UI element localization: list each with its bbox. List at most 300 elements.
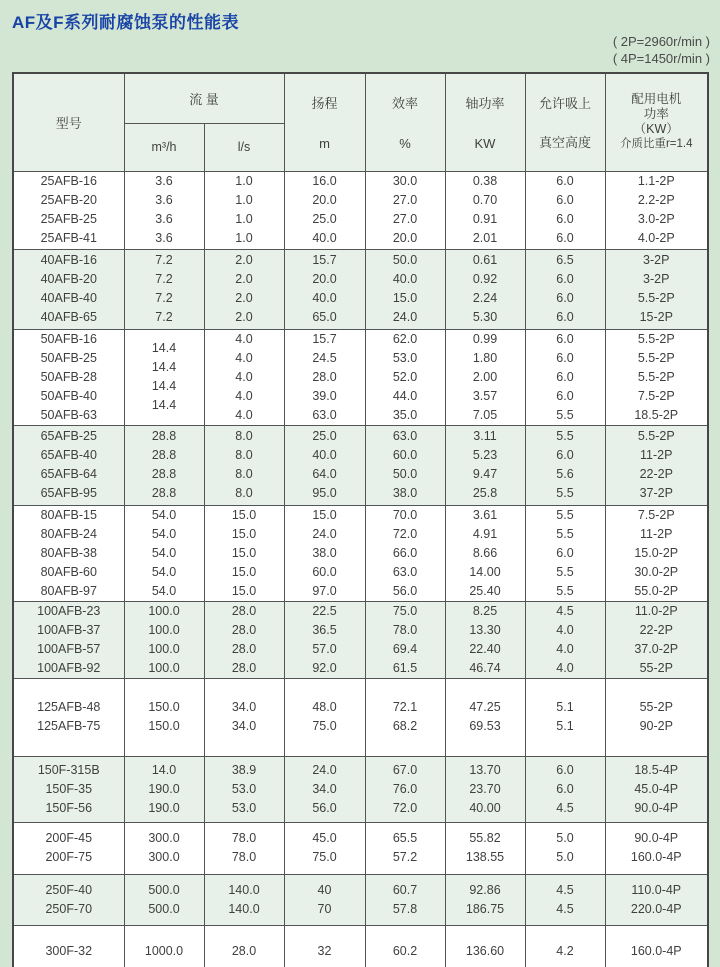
data-value: 6.0 [556,388,574,403]
data-value: 57.8 [392,901,418,916]
data-value: 62.0 [392,331,418,346]
model-value: 80AFB-24 [40,526,97,541]
data-value: 3-2P [643,253,670,267]
data-value: 22-2P [639,622,673,637]
cell-flow-m3h [124,505,204,601]
cell-shaft-power [445,249,525,329]
header-line: m [319,136,330,152]
data-value: 8.0 [235,429,253,443]
header-line: 允许吸上 [538,96,591,112]
data-value: 6.0 [556,231,574,245]
model-value: 25AFB-20 [40,193,97,207]
data-value: 95.0 [312,486,337,500]
data-value: 300.0 [148,831,180,845]
data-value: 78.0 [231,850,257,864]
model-value: 50AFB-25 [40,350,97,365]
data-value: 68.2 [392,719,418,733]
data-value: 37.0-2P [634,641,679,656]
data-value: 4.2 [556,944,574,959]
header-shaft-power [445,73,525,171]
table-group-row [13,678,708,756]
model-value: 100AFB-92 [37,660,101,675]
data-value: 3.6 [155,212,173,226]
data-value: 6.0 [556,193,574,207]
model-value: 300F-32 [45,944,93,959]
data-value: 28.8 [151,448,177,462]
data-value: 8.0 [235,448,253,462]
table-group-row [13,601,708,678]
cell-flow-ls [204,601,284,678]
data-value: 7.2 [155,253,173,267]
data-value: 15.0 [231,507,257,522]
data-value: 100.0 [148,622,180,637]
cell-head [284,171,365,249]
data-value: 160.0-4P [630,850,682,864]
data-value: 5.5 [556,526,574,541]
cell-vacuum [525,874,605,925]
cell-vacuum [525,822,605,874]
cell-model [13,601,124,678]
model-value: 125AFB-75 [37,719,101,733]
data-value: 28.8 [151,429,177,443]
data-value: 90.0-4P [634,831,679,845]
data-value: 37-2P [639,486,673,500]
cell-head [284,249,365,329]
cell-motor-power [605,505,708,601]
model-value: 25AFB-25 [40,212,97,226]
data-value: 15.0-2P [634,545,679,560]
cell-flow-m3h [124,874,204,925]
data-value: 15.0 [231,545,257,560]
cell-motor-power [605,249,708,329]
data-value: 97.0 [312,583,337,598]
header-flow: 流 量 [124,73,284,123]
data-value: 220.0-4P [630,901,682,916]
data-value: 40.00 [469,800,501,815]
data-value: 92.86 [469,882,501,897]
data-value: 5.5 [556,429,574,443]
cell-efficiency [365,822,445,874]
model-value: 125AFB-48 [37,700,101,714]
cell-efficiency [365,678,445,756]
header-line: 真空高度 [538,135,591,151]
data-value: 0.61 [472,253,498,267]
data-value: 55.0-2P [634,583,679,598]
model-value: 50AFB-28 [40,369,97,384]
data-value: 28.0 [231,944,257,959]
data-value: 11-2P [640,526,673,541]
data-value: 16.0 [312,174,337,188]
cell-shaft-power [445,874,525,925]
data-value: 2.0 [235,291,253,305]
header-motor-power [605,73,708,171]
cell-motor-power [605,425,708,505]
data-value: 53.0 [392,350,418,365]
data-value: 25.8 [472,486,498,500]
data-value: 4.0 [235,388,253,403]
data-value: 63.0 [312,407,337,422]
performance-table [12,72,709,967]
data-value: 1.0 [235,174,253,188]
data-value: 5.5-2P [637,350,675,365]
data-value: 500.0 [148,901,180,916]
header-line: 扬程 [311,96,338,112]
data-value: 25.40 [469,583,501,598]
data-value: 44.0 [392,388,418,403]
data-value: 138.55 [465,850,505,864]
data-value: 1.80 [472,350,498,365]
data-value: 53.0 [231,781,257,796]
data-value: 56.0 [312,800,337,815]
data-value: 18.5-4P [634,762,679,777]
cell-head [284,678,365,756]
data-value: 6.0 [556,331,574,346]
data-value: 35.0 [392,407,418,422]
header-line: （KW） [633,122,679,137]
cell-vacuum [525,171,605,249]
data-value: 8.66 [472,545,498,560]
data-value: 34.0 [231,700,257,714]
data-value: 24.0 [392,310,418,324]
data-value: 100.0 [148,641,180,656]
data-value: 15.0 [231,526,257,541]
data-value: 2.0 [235,253,253,267]
data-value: 136.60 [465,944,505,959]
cell-model [13,505,124,601]
cell-efficiency [365,425,445,505]
page-title: AF及F系列耐腐蚀泵的性能表 [12,13,240,32]
data-value: 13.70 [469,762,501,777]
data-value: 8.0 [235,486,253,500]
data-value: 14.4 [151,360,177,374]
table-group-row [13,425,708,505]
cell-motor-power [605,874,708,925]
data-value: 6.0 [556,291,574,305]
cell-model [13,756,124,822]
cell-motor-power [605,601,708,678]
cell-shaft-power [445,756,525,822]
data-value: 4.0 [235,407,253,422]
data-value: 34.0 [231,719,257,733]
data-value: 5.5-2P [637,429,675,443]
cell-model [13,249,124,329]
data-value: 14.4 [151,398,177,412]
data-value: 5.5-2P [637,291,675,305]
data-value: 50.0 [392,253,418,267]
cell-shaft-power [445,329,525,425]
cell-flow-m3h [124,171,204,249]
cell-flow-ls [204,171,284,249]
data-value: 15.7 [312,331,337,346]
model-value: 50AFB-63 [40,407,97,422]
data-value: 2.0 [235,310,253,324]
data-value: 40 [317,882,332,897]
data-value: 57.0 [312,641,337,656]
data-value: 8.25 [472,603,498,618]
cell-shaft-power [445,171,525,249]
data-value: 11-2P [640,448,673,462]
data-value: 4.5 [556,603,574,618]
model-value: 150F-35 [45,781,93,796]
data-value: 63.0 [392,429,418,443]
cell-flow-m3h [124,329,204,425]
data-value: 25.0 [312,212,337,226]
data-value: 40.0 [312,231,337,245]
header-flow-m3h: m³/h [124,123,204,171]
data-value: 14.00 [469,564,501,579]
data-value: 6.0 [556,369,574,384]
table-group-row [13,249,708,329]
data-value: 5.30 [472,310,498,324]
cell-head [284,874,365,925]
cell-efficiency [365,874,445,925]
data-value: 13.30 [469,622,501,637]
data-value: 69.4 [392,641,418,656]
data-value: 30.0 [392,174,418,188]
header-suction-vacuum [525,73,605,171]
data-value: 5.5-2P [637,369,675,384]
model-value: 80AFB-38 [40,545,97,560]
cell-shaft-power [445,505,525,601]
cell-model [13,425,124,505]
model-value: 65AFB-40 [40,448,97,462]
header-line: % [399,136,411,152]
cell-flow-ls [204,329,284,425]
model-value: 40AFB-20 [40,272,97,286]
cell-vacuum [525,925,605,967]
rpm-notes [613,33,710,67]
cell-model [13,171,124,249]
cell-flow-ls [204,756,284,822]
data-value: 300.0 [148,850,180,864]
data-value: 22.5 [312,603,337,618]
data-value: 1000.0 [144,944,184,959]
cell-flow-m3h [124,925,204,967]
data-value: 14.4 [151,341,177,355]
cell-efficiency [365,171,445,249]
cell-motor-power [605,822,708,874]
cell-shaft-power [445,601,525,678]
data-value: 64.0 [312,467,337,481]
cell-vacuum [525,425,605,505]
header-line: 功率 [643,107,669,122]
header-line: KW [474,136,496,152]
data-value: 6.5 [556,253,574,267]
data-value: 15.7 [312,253,337,267]
data-value: 54.0 [151,507,177,522]
cell-flow-ls [204,249,284,329]
data-value: 3.61 [472,507,498,522]
data-value: 5.5 [556,564,574,579]
model-value: 80AFB-97 [40,583,97,598]
model-value: 40AFB-40 [40,291,97,305]
cell-motor-power [605,756,708,822]
cell-vacuum [525,756,605,822]
cell-flow-m3h [124,249,204,329]
data-value: 46.74 [469,660,501,675]
data-value: 140.0 [228,882,260,897]
data-value: 75.0 [392,603,418,618]
data-value: 63.0 [392,564,418,579]
cell-model [13,874,124,925]
cell-head [284,425,365,505]
data-value: 5.23 [472,448,498,462]
data-value: 9.47 [472,467,498,481]
data-value: 5.5-2P [637,331,675,346]
cell-model [13,678,124,756]
data-value: 53.0 [231,800,257,815]
data-value: 24.0 [312,526,337,541]
table-header [13,73,708,171]
cell-motor-power [605,678,708,756]
data-value: 90.0-4P [634,800,679,815]
data-value: 2.00 [472,369,498,384]
table-group-row [13,925,708,967]
data-value: 110.0-4P [631,882,682,897]
cell-efficiency [365,329,445,425]
model-value: 40AFB-65 [40,310,97,324]
header-model: 型号 [13,73,124,171]
data-value: 24.5 [312,350,337,365]
data-value: 160.0-4P [630,944,682,959]
cell-shaft-power [445,925,525,967]
cell-flow-ls [204,925,284,967]
header-efficiency [365,73,445,171]
rpm-note-4p: ( 4P=1450r/min ) [612,51,710,66]
model-value: 150F-315B [37,762,100,777]
data-value: 20.0 [312,272,337,286]
data-value: 3.0-2P [637,212,675,226]
data-value: 0.91 [472,212,498,226]
data-value: 6.0 [556,545,574,560]
data-value: 500.0 [148,882,180,897]
data-value: 38.0 [392,486,418,500]
data-value: 34.0 [312,781,337,796]
data-value: 3.6 [155,231,173,245]
cell-model [13,822,124,874]
data-value: 4.0 [556,641,574,656]
data-value: 39.0 [312,388,337,403]
cell-motor-power [605,171,708,249]
model-value: 65AFB-64 [40,467,97,481]
data-value: 6.0 [556,310,574,324]
data-value: 28.0 [231,641,257,656]
data-value: 76.0 [392,781,418,796]
data-value: 7.05 [472,407,498,422]
cell-vacuum [525,678,605,756]
data-value: 3.6 [155,193,173,207]
data-value: 11.0-2P [634,603,678,618]
data-value: 6.0 [556,762,574,777]
data-value: 2.01 [472,231,498,245]
cell-efficiency [365,249,445,329]
data-value: 5.1 [556,700,574,714]
data-value: 100.0 [148,660,180,675]
cell-shaft-power [445,822,525,874]
data-value: 27.0 [392,193,418,207]
data-value: 30.0-2P [634,564,679,579]
data-value: 15.0 [231,583,257,598]
data-value: 78.0 [231,831,257,845]
cell-head [284,329,365,425]
header-line: 轴功率 [465,96,505,112]
data-value: 60.2 [392,944,418,959]
data-value: 4.91 [472,526,498,541]
model-value: 80AFB-60 [40,564,97,579]
data-value: 4.0 [235,350,253,365]
data-value: 3.6 [155,174,173,188]
table-group-row [13,822,708,874]
data-value: 40.0 [312,448,337,462]
data-value: 3.11 [473,429,497,443]
data-value: 45.0 [312,831,337,845]
header-line: 效率 [391,96,418,112]
model-value: 250F-40 [45,882,93,897]
model-value: 50AFB-40 [40,388,97,403]
data-value: 6.0 [556,174,574,188]
data-value: 4.0 [235,331,253,346]
data-value: 5.5 [556,407,574,422]
data-value: 14.4 [151,379,177,393]
data-value: 75.0 [312,850,337,864]
data-value: 5.0 [556,850,574,864]
data-value: 5.0 [556,831,574,845]
data-value: 32 [317,944,332,959]
model-value: 65AFB-95 [40,486,97,500]
data-value: 100.0 [148,603,180,618]
header-line: 介质比重r=1.4 [619,138,693,151]
cell-efficiency [365,601,445,678]
cell-flow-m3h [124,425,204,505]
data-value: 28.0 [231,622,257,637]
data-value: 2.2-2P [637,193,675,207]
data-value: 38.0 [312,545,337,560]
data-value: 22.40 [469,641,501,656]
data-value: 78.0 [392,622,418,637]
data-value: 3.57 [472,388,498,403]
data-value: 48.0 [312,700,337,714]
cell-motor-power [605,329,708,425]
data-value: 18.5-2P [634,407,679,422]
data-value: 70 [317,901,332,916]
data-value: 28.0 [231,603,257,618]
model-value: 50AFB-16 [40,331,97,346]
data-value: 70.0 [392,507,418,522]
data-value: 4.0 [556,660,574,675]
cell-flow-ls [204,678,284,756]
data-value: 7.2 [155,272,173,286]
data-value: 28.8 [151,486,177,500]
data-value: 55-2P [639,700,673,714]
cell-shaft-power [445,425,525,505]
data-value: 54.0 [151,564,177,579]
data-value: 4.5 [556,800,574,815]
data-value: 15-2P [639,310,673,324]
table-group-row [13,756,708,822]
data-value: 61.5 [392,660,418,675]
model-value: 40AFB-16 [40,253,97,267]
data-value: 150.0 [148,719,180,733]
data-value: 4.0 [235,369,253,384]
data-value: 6.0 [556,212,574,226]
data-value: 2.24 [472,291,498,305]
data-value: 45.0-4P [634,781,679,796]
data-value: 7.5-2P [637,388,675,403]
table-body [13,171,708,967]
data-value: 8.0 [235,467,253,481]
data-value: 5.1 [556,719,574,733]
model-value: 150F-56 [45,800,93,815]
